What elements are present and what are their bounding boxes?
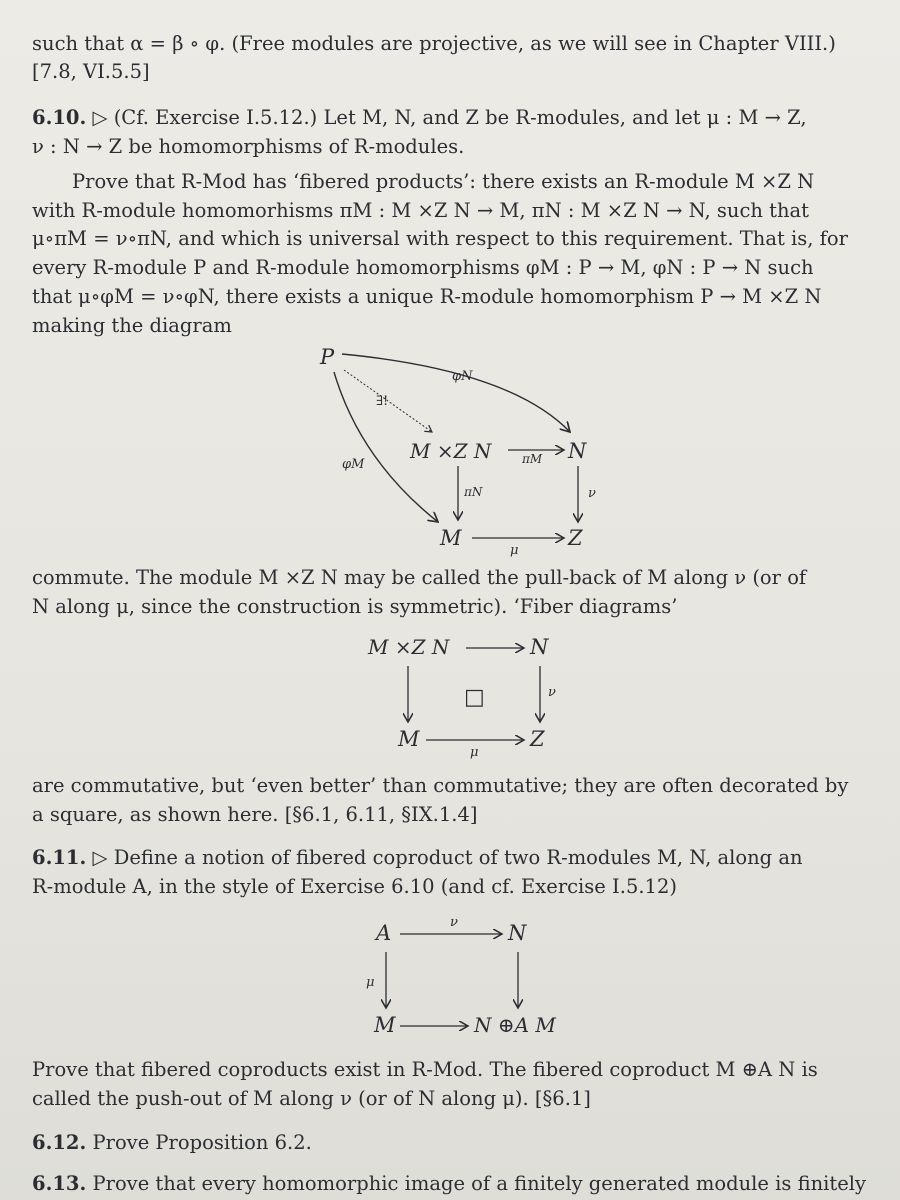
- label-nu: ν: [548, 685, 556, 700]
- pullback-square-symbol: □: [464, 685, 485, 710]
- line-8: every R-module P and R-module homomorphisms φM : P → M, φN : P → N such: [32, 256, 814, 279]
- label-phiM: φM: [342, 457, 365, 472]
- text-line: [32, 1056, 892, 1085]
- text-line: [32, 564, 892, 593]
- node-P: P: [320, 345, 335, 369]
- label-mu: μ: [470, 745, 479, 760]
- label-mu: μ: [510, 543, 519, 558]
- node-Z: Z: [530, 727, 545, 751]
- text-line: [32, 30, 892, 59]
- text-line: [32, 197, 892, 226]
- label-nu: ν: [588, 486, 596, 501]
- exercise-number: 6.10.: [32, 106, 87, 129]
- line-2: [7.8, VI.5.5]: [32, 60, 150, 83]
- line-12: N along μ, since the construction is symmetric). ‘Fiber diagrams’: [32, 595, 678, 618]
- node-M: M: [440, 526, 462, 550]
- exercise-6-13-header: [32, 1170, 892, 1199]
- label-nu: ν: [450, 915, 458, 930]
- line-10: making the diagram: [32, 314, 232, 337]
- line-17: Prove that fibered coproducts exist in R-Mod. The fibered coproduct M ⊕A N is: [32, 1058, 818, 1081]
- text-line: [32, 168, 892, 197]
- line-18: called the push-out of M along ν (or of N along μ). [§6.1]: [32, 1087, 591, 1110]
- line-5: Prove that R-Mod has ‘fibered products’: there exists an R-module M ×Z N: [72, 170, 815, 193]
- exercise-number: 6.13.: [32, 1172, 87, 1195]
- exercise-number: 6.11.: [32, 846, 87, 869]
- text-line: [32, 58, 892, 87]
- node-A: A: [376, 921, 392, 945]
- node-N: N: [530, 635, 549, 659]
- text-line: [32, 593, 892, 622]
- text-line: [32, 283, 892, 312]
- line-20: Prove that every homomorphic image of a finitely generated module is finitely: [92, 1172, 867, 1195]
- exercise-6-11-header: [32, 844, 892, 873]
- node-Z: Z: [568, 526, 583, 550]
- text-line: [32, 133, 892, 162]
- text-line: [32, 254, 892, 283]
- node-M: M: [374, 1013, 396, 1037]
- label-exists-unique: ∃!: [376, 394, 389, 409]
- text-line: [32, 801, 892, 830]
- text-line: [32, 312, 892, 341]
- node-MxZN: M ×Z N: [368, 635, 450, 659]
- exercise-6-10-header: [32, 104, 892, 133]
- pullback-universal-diagram: [300, 340, 630, 560]
- line-9: that μ∘φM = ν∘φN, there exists a unique R-module homomorphism P → M ×Z N: [32, 285, 822, 308]
- exercise-number: 6.12.: [32, 1131, 87, 1154]
- arrow-phiN: [342, 354, 570, 432]
- line-16: R-module A, in the style of Exercise 6.10 (and cf. Exercise I.5.12): [32, 875, 677, 898]
- node-MxZN: M ×Z N: [410, 439, 492, 463]
- exercise-6-12-header: [32, 1129, 892, 1158]
- pushout-diagram: [360, 908, 600, 1043]
- text-line: [32, 772, 892, 801]
- label-piN: πN: [464, 485, 483, 499]
- label-mu: μ: [366, 975, 375, 990]
- line-15: ▷ Define a notion of fibered coproduct of two R-modules M, N, along an: [92, 846, 803, 869]
- line-7: μ∘πM = ν∘πN, and which is universal with respect to this requirement. That is, for: [32, 227, 848, 250]
- node-pushout: N ⊕A M: [474, 1013, 556, 1037]
- node-N: N: [508, 921, 527, 945]
- line-1: such that α = β ∘ φ. (Free modules are projective, as we will see in Chapter VIII.): [32, 32, 836, 55]
- label-piM: πM: [522, 452, 543, 466]
- line-19: Prove Proposition 6.2.: [92, 1131, 312, 1154]
- line-11: commute. The module M ×Z N may be called the pull-back of M along ν (or of: [32, 566, 807, 589]
- text-line: [32, 225, 892, 254]
- text-line: [32, 873, 892, 902]
- line-3: ▷ (Cf. Exercise I.5.12.) Let M, N, and Z be R-modules, and let μ : M → Z,: [92, 106, 807, 129]
- text-line: [32, 1085, 892, 1114]
- line-6: with R-module homomorhisms πM : M ×Z N → M, πN : M ×Z N → N, such that: [32, 199, 809, 222]
- line-13: are commutative, but ‘even better’ than commutative; they are often decorated by: [32, 774, 849, 797]
- line-14: a square, as shown here. [§6.1, 6.11, §IX.1.4]: [32, 803, 478, 826]
- line-4: ν : N → Z be homomorphisms of R-modules.: [32, 135, 465, 158]
- node-M: M: [398, 727, 420, 751]
- node-N: N: [568, 439, 587, 463]
- label-phiN: φN: [452, 369, 473, 384]
- fiber-square-diagram: [360, 628, 580, 763]
